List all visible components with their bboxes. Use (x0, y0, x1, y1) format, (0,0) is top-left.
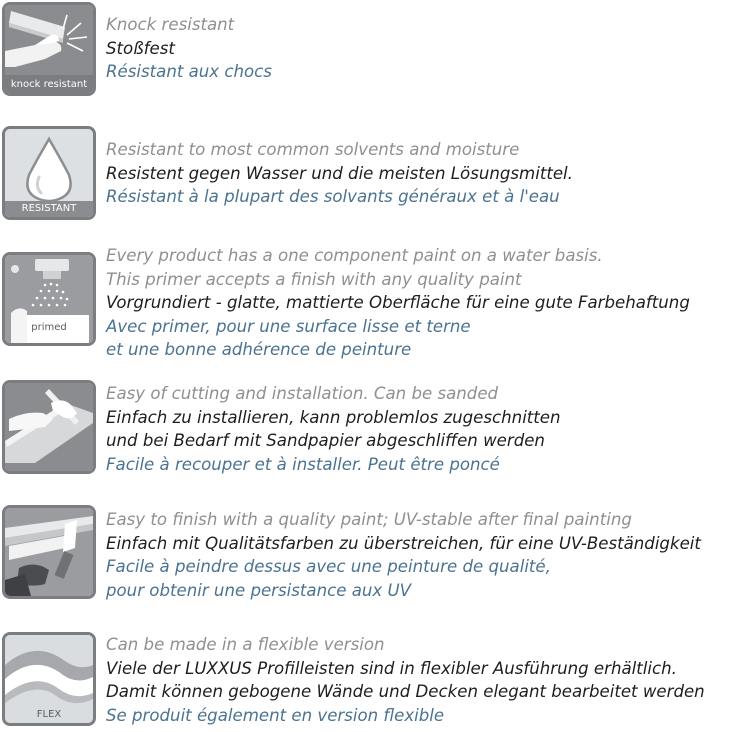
feature-row-primed (0, 244, 750, 364)
text-line-de: Einfach zu installieren, kann problemlos zugeschnitten (106, 407, 561, 427)
text-line-fr: et une bonne adhérence de peinture (106, 340, 412, 359)
text-line-en: Resistant to most common solvents and moisture (106, 140, 520, 159)
saw-cutting-icon (2, 380, 96, 474)
feature-row-flex (0, 630, 750, 730)
text-line-fr: Avec primer, pour une surface lisse et terne (106, 316, 471, 336)
feature-row-resistant (0, 126, 750, 226)
spray-primer-icon (2, 252, 96, 346)
flex-profile-icon (2, 632, 96, 726)
feature-text (106, 633, 750, 727)
text-line-de: und bei Bedarf mit Sandpapier abgeschliffen werden (106, 431, 545, 450)
text-line-fr: Facile à peindre dessus avec une peinture de qualité, (106, 557, 551, 576)
icon-label: FLEX (36, 709, 62, 720)
text-line-de: Damit können gebogene Wände und Decken elegant bearbeitet werden (106, 682, 705, 701)
feature-row-knock-resistant (0, 0, 750, 100)
icon-label: RESISTANT (21, 203, 77, 214)
text-line-en: Knock resistant (106, 15, 235, 34)
feature-text (106, 13, 750, 84)
feature-text (106, 382, 750, 476)
icon-label: knock resistant (10, 79, 88, 90)
text-line-de: Resistent gegen Wasser und die meisten Lösungsmittel. (106, 163, 573, 183)
text-line-de: Viele der LUXXUS Profilleisten sind in flexibler Ausführung erhältlich. (106, 658, 677, 678)
text-line-en: Every product has a one component paint on a water basis. (106, 246, 603, 265)
feature-row-cutting (0, 380, 750, 480)
text-line-en: Easy of cutting and installation. Can be sanded (106, 384, 499, 403)
text-line-en: This primer accepts a finish with any quality paint (106, 269, 522, 289)
text-line-fr: Résistant à la plupart des solvants généraux et à l'eau (106, 187, 560, 206)
text-line-en: Can be made in a flexible version (106, 635, 385, 654)
feature-row-painting (0, 505, 750, 605)
text-line-fr: Se produit également en version flexible (106, 705, 445, 725)
paint-brush-icon (2, 505, 96, 599)
water-drop-icon (2, 126, 96, 220)
text-line-fr: pour obtenir une persistance aux UV (106, 580, 411, 600)
text-line-de: Stoßfest (106, 38, 175, 58)
text-line-fr: Facile à recouper et à installer. Peut être poncé (106, 454, 500, 474)
feature-text (106, 138, 750, 209)
text-line-en: Easy to finish with a quality paint; UV-stable after final painting (106, 510, 632, 529)
feature-text (106, 508, 750, 602)
icon-label: primed (31, 322, 67, 333)
text-line-de: Vorgrundiert - glatte, mattierte Oberfläche für eine gute Farbehaftung (106, 293, 690, 312)
text-line-de: Einfach mit Qualitätsfarben zu überstreichen, für eine UV-Beständigkeit (106, 533, 701, 553)
feature-text (106, 244, 750, 362)
text-line-fr: Résistant aux chocs (106, 62, 272, 81)
knock-resistant-icon (2, 2, 96, 96)
